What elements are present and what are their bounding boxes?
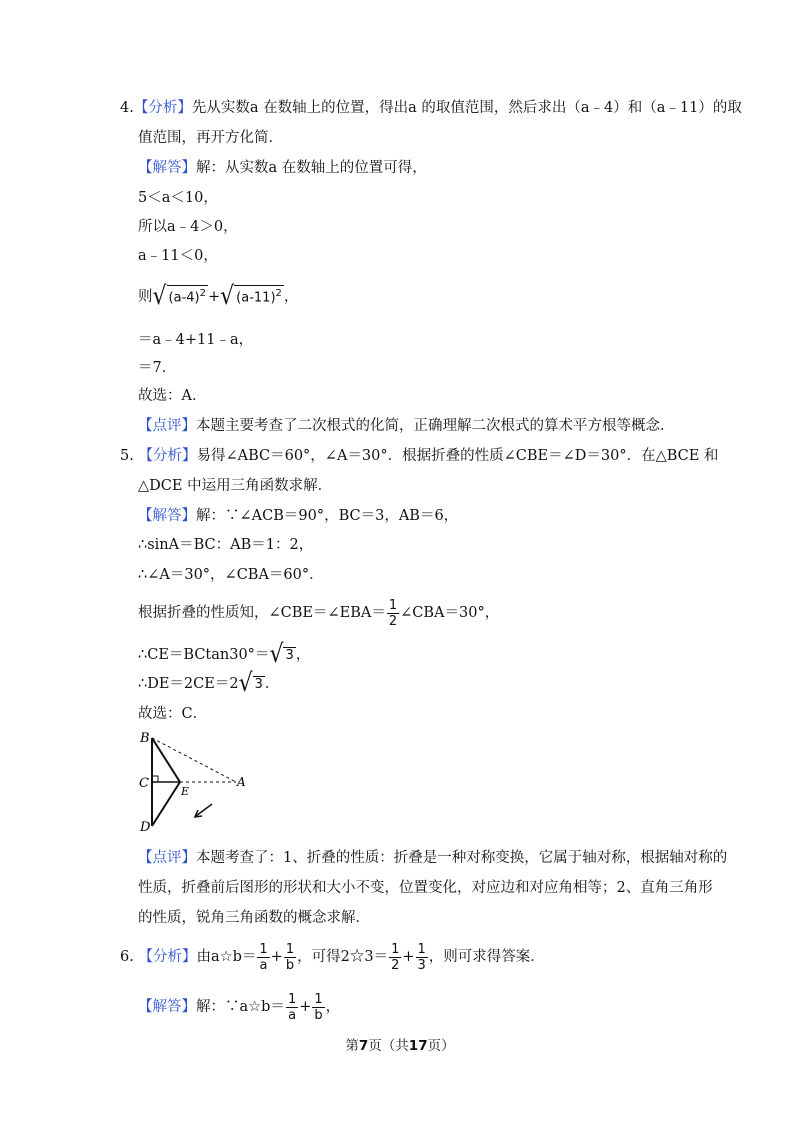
- q5-line6-suffix: ．: [264, 676, 280, 692]
- q6-analysis-tag: 【分析】: [138, 949, 197, 965]
- q5-line4-suffix: ∠CBA＝30°，: [400, 605, 500, 621]
- sqrt-icon: √: [238, 669, 253, 698]
- q5-analysis-line2: △DCE 中运用三角函数求解．: [138, 478, 333, 494]
- q6-frac-1-a: [257, 942, 269, 973]
- q5-comment-line1: [138, 848, 727, 868]
- q6-number: 6.: [120, 949, 134, 965]
- q6-analysis-mid: ，可得2☆3＝: [297, 949, 389, 965]
- q4-answer-line1: [138, 158, 427, 178]
- frac-den: b: [285, 957, 295, 973]
- frac-den: 3: [417, 957, 426, 973]
- q5-line5-suffix: ，: [295, 647, 311, 663]
- q5-line5-prefix: ∴CE＝BCtan30°＝: [138, 647, 270, 663]
- q6-analysis-line: [120, 940, 545, 974]
- q4-line5-suffix: ，: [283, 289, 299, 305]
- frac-den: a: [259, 957, 268, 973]
- q6-answer-tag: 【解答】: [138, 999, 196, 1015]
- fold-arrow-icon: [196, 804, 212, 816]
- total-pages: 17: [408, 1038, 428, 1054]
- q6-answer-frac-1-b: [312, 992, 324, 1023]
- q4-radicand-2: [234, 285, 284, 306]
- q4-plus: +: [207, 289, 221, 305]
- q5-comment-text-1: 本题考查了：1、折叠的性质：折叠是一种对称变换，它属于轴对称，根据轴对称的: [196, 850, 728, 866]
- q4-comment: [138, 416, 675, 436]
- folding-triangle-figure: [136, 728, 256, 836]
- footer-mid: 页（共: [368, 1038, 409, 1054]
- q4-line-4: a﹣11＜0，: [138, 248, 218, 264]
- label-B: B: [140, 731, 150, 746]
- q5-analysis-line1: [120, 446, 718, 466]
- label-A: A: [237, 775, 246, 789]
- q5-line5-radicand: 3: [285, 648, 294, 663]
- dashed-BA: [152, 738, 236, 782]
- q6-frac-1-3: [416, 942, 428, 973]
- q5-line4-prefix: 根据折叠的性质知，∠CBE＝∠EBA＝: [138, 605, 386, 621]
- frac-num: 1: [391, 941, 400, 957]
- frac-num: 1: [259, 941, 268, 957]
- q5-comment-line2: 性质，折叠前后图形的形状和大小不变，位置变化，对应边和对应角相等；2、直角三角形: [138, 880, 713, 896]
- q4-line-8: 故选：A．: [138, 388, 207, 404]
- q4-analysis-line2: 值范围，再开方化简．: [138, 130, 283, 146]
- q4-number: 4.: [120, 100, 134, 116]
- plus-sign: +: [270, 949, 283, 965]
- frac-num: 1: [287, 991, 297, 1007]
- frac-den: 2: [391, 957, 400, 973]
- q6-answer-prefix: 解：∵a☆b＝: [196, 999, 285, 1015]
- sqrt-icon: √: [152, 282, 167, 311]
- q5-answer-text-1: 解：∵∠ACB＝90°，BC＝3，AB＝6，: [196, 508, 459, 524]
- q5-analysis-text-1: 易得∠ABC＝60°，∠A＝30°．根据折叠的性质∠CBE＝∠D＝30°．在△BCE 和: [196, 448, 719, 464]
- q5-line-7: 故选：C．: [138, 706, 208, 722]
- q4-rad2-text: (a-11): [236, 290, 276, 305]
- q5-frac-num: 1: [388, 597, 398, 613]
- q4-line-5: [138, 284, 298, 310]
- q4-line-2: 5＜a＜10，: [138, 190, 218, 206]
- q4-exp-1: 2: [199, 287, 206, 299]
- footer-pre: 第: [345, 1038, 359, 1054]
- frac-den: b: [314, 1007, 323, 1023]
- q5-line-5: [138, 640, 311, 669]
- q5-analysis-tag: 【分析】: [138, 448, 197, 464]
- q4-answer-text-1: 解：从实数a 在数轴上的位置可得，: [196, 160, 427, 176]
- q4-line-3: 所以a﹣4＞0，: [138, 219, 238, 235]
- segment-DE: [152, 782, 180, 826]
- q5-comment-line3: 的性质，锐角三角函数的概念求解．: [138, 910, 370, 926]
- label-E: E: [181, 785, 190, 798]
- q6-frac-1-2: [389, 942, 401, 973]
- q5-line-4: [138, 596, 499, 630]
- segment-BE: [152, 738, 180, 782]
- q6-answer-line: [138, 990, 340, 1024]
- q4-exp-2: 2: [275, 287, 282, 299]
- frac-num: 1: [314, 991, 323, 1007]
- q5-line-6: [138, 669, 280, 698]
- sqrt-icon: √: [269, 640, 284, 669]
- q6-analysis-suffix: ，则可求得答案．: [428, 949, 545, 965]
- footer-post: 页）: [427, 1038, 455, 1054]
- frac-num: 1: [285, 941, 295, 957]
- q4-analysis-text-1: 先从实数a 在数轴上的位置，得出a 的取值范围，然后求出（a﹣4）和（a﹣11）的取: [191, 100, 742, 116]
- frac-den: a: [288, 1007, 297, 1023]
- q4-line-7: ＝7．: [138, 360, 177, 376]
- q5-comment-tag: 【点评】: [138, 850, 196, 866]
- q4-comment-text: 本题主要考查了二次根式的化简，正确理解二次根式的算术平方根等概念．: [196, 418, 675, 434]
- q5-frac-den: 2: [388, 613, 398, 629]
- label-C: C: [139, 776, 149, 791]
- q5-answer-tag: 【解答】: [138, 508, 196, 524]
- q5-line-3: ∴∠A＝30°，∠CBA＝60°．: [138, 567, 324, 583]
- page-number: 7: [358, 1038, 369, 1054]
- frac-num: 1: [417, 941, 426, 957]
- q6-frac-1-b: [284, 942, 296, 973]
- q4-rad1-text: (a-4): [168, 290, 200, 305]
- q5-fraction: [387, 598, 399, 629]
- q6-answer-frac-1-a: [286, 992, 298, 1023]
- plus-sign: +: [402, 949, 415, 965]
- q4-comment-tag: 【点评】: [138, 418, 196, 434]
- page-footer: [0, 1034, 800, 1054]
- label-D: D: [140, 820, 151, 835]
- q5-line6-prefix: ∴DE＝2CE＝2: [138, 676, 239, 692]
- q4-analysis-tag: 【分析】: [133, 100, 192, 116]
- q5-number: 5.: [120, 448, 134, 464]
- q4-line5-prefix: 则: [138, 289, 153, 305]
- q5-line-2: ∴sinA＝BC：AB＝1：2，: [138, 537, 314, 553]
- sqrt-icon: √: [220, 282, 235, 311]
- q4-line-6: ＝a﹣4+11﹣a，: [138, 332, 254, 348]
- q5-line6-radicand: 3: [254, 677, 263, 692]
- q6-answer-suffix: ，: [325, 999, 341, 1015]
- q4-analysis-line1: [120, 98, 742, 118]
- q4-radicand-1: [167, 285, 208, 306]
- q4-answer-tag: 【解答】: [138, 160, 196, 176]
- q5-answer-line1: [138, 506, 458, 526]
- q6-analysis-prefix: 由a☆b＝: [196, 949, 257, 965]
- plus-sign: +: [299, 999, 312, 1015]
